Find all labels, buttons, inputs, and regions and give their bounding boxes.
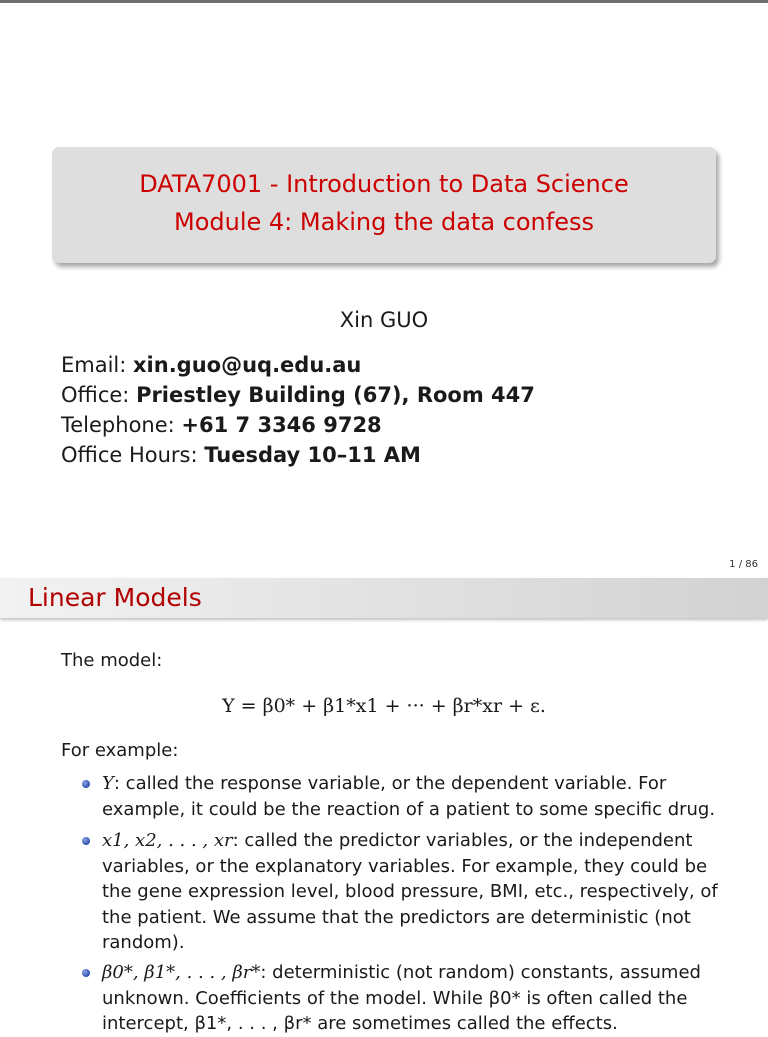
slide-header xyxy=(0,578,768,618)
bullet-math: x1, x2, . . . , xr xyxy=(102,830,233,851)
linear-models-slide xyxy=(0,578,768,1034)
contact-office xyxy=(61,380,535,410)
contact-value: xin.guo@uq.edu.au xyxy=(133,353,362,377)
contact-email xyxy=(61,350,535,380)
bullet-coefficients xyxy=(102,960,722,1037)
bullet-icon xyxy=(82,837,90,845)
title-box xyxy=(52,147,716,263)
model-label: The model: xyxy=(61,650,163,671)
contact-value: Tuesday 10–11 AM xyxy=(204,443,421,467)
bullet-predictor-variables xyxy=(102,828,722,956)
model-equation: Y = β0* + β1*x1 + ··· + βr*xr + ε. xyxy=(222,695,546,717)
bullet-text: : called the predictor variables, or the independent variables, or the explanatory variables. For example, they could be the gene expression level, blood pressure, BMI, etc., respectively, of the patient. We assume that the predictors are deterministic (not random). xyxy=(102,830,718,953)
bullet-text: : deterministic (not random) constants, assumed unknown. Coefficients of the model. While β0* is often called the intercept, β1*, . . . , βr* are sometimes called the effects. xyxy=(102,962,701,1034)
module-title: Module 4: Making the data confess xyxy=(174,208,594,236)
bullet-text: : called the response variable, or the dependent variable. For example, it could be the reaction of a patient to some specific drug. xyxy=(102,773,716,820)
bullet-math: β0*, β1*, . . . , βr* xyxy=(102,962,261,983)
contact-label: Email: xyxy=(61,353,134,377)
contact-label: Office Hours: xyxy=(61,443,205,467)
slide-title: Linear Models xyxy=(28,583,202,612)
contact-value: Priestley Building (67), Room 447 xyxy=(136,383,535,407)
contact-info xyxy=(61,350,535,470)
contact-value: +61 7 3346 9728 xyxy=(181,413,382,437)
contact-office-hours xyxy=(61,440,535,470)
contact-label: Telephone: xyxy=(61,413,182,437)
example-label: For example: xyxy=(61,740,179,761)
bullet-icon xyxy=(82,969,90,977)
bullet-response-variable xyxy=(102,771,722,822)
bullet-icon xyxy=(82,780,90,788)
author-name: Xin GUO xyxy=(339,308,429,332)
contact-label: Office: xyxy=(61,383,137,407)
bullet-math: Y xyxy=(102,773,114,794)
contact-telephone xyxy=(61,410,535,440)
page-number: 1 / 86 xyxy=(729,559,758,570)
course-title: DATA7001 - Introduction to Data Science xyxy=(139,170,629,198)
